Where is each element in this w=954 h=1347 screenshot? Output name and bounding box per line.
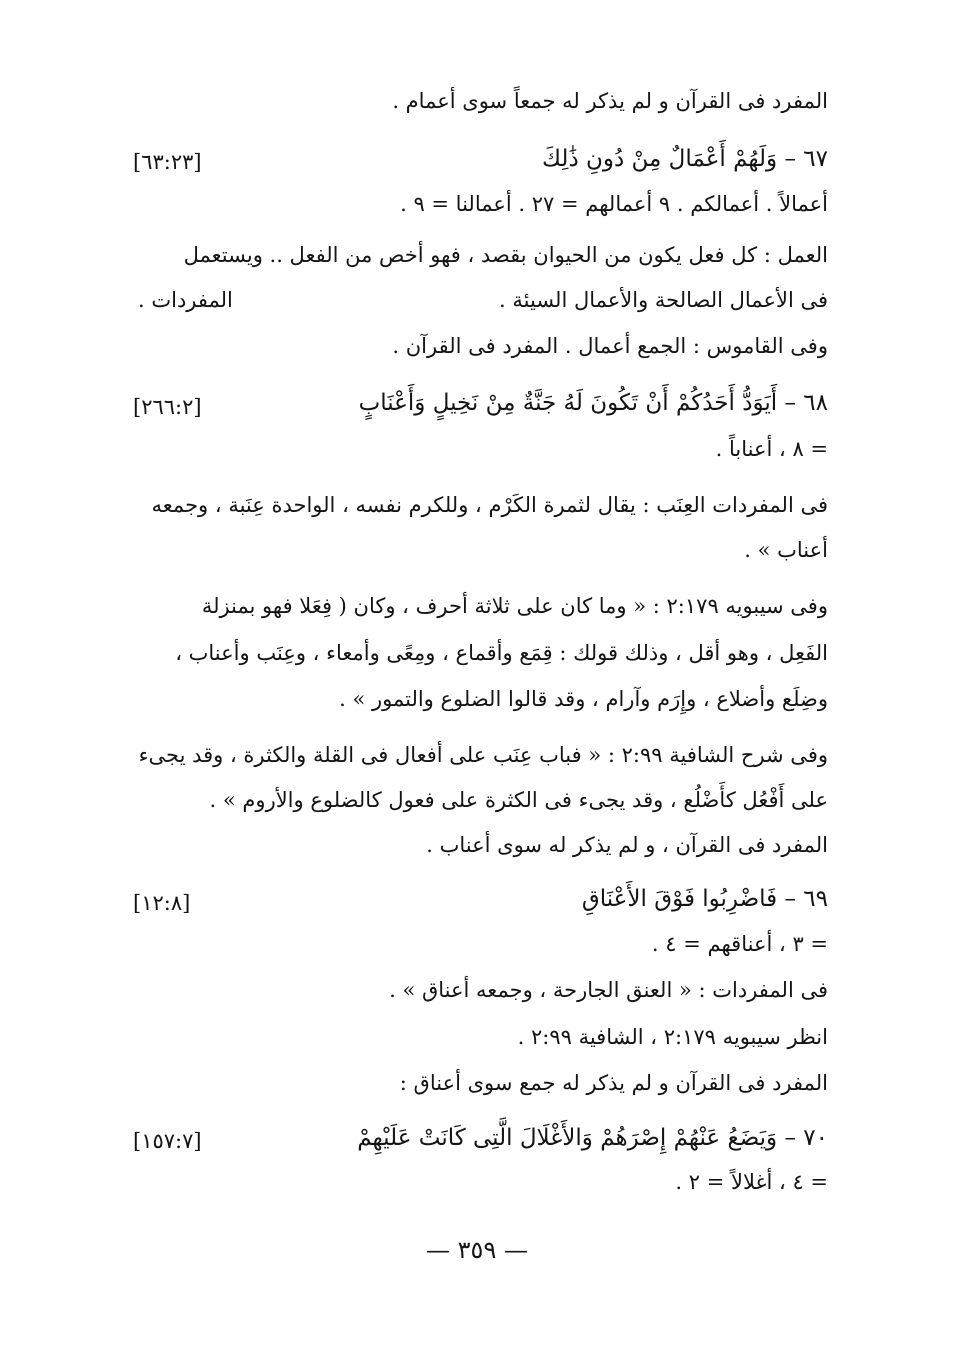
- quran-verse-67: ٦٧ – وَلَهُمْ أَعْمَالٌ مِنْ دُونِ ذَٰلِكَ: [542, 146, 828, 172]
- text-line: وفى القاموس : الجمع أعمال . المفرد فى القرآن .: [392, 334, 828, 358]
- text-line: = ٤ ، أغلالاً = ٢ .: [675, 1170, 828, 1194]
- text-line: على أَفْعُل كأَضْلُع ، وقد يجىء فى الكثرة على فعول كالضلوع والأروم » .: [209, 788, 828, 812]
- text-line: = ٨ ، أعناباً .: [715, 437, 828, 461]
- text-line: الفَعِل ، وهو أقل ، وذلك قولك : قِمَع وأقماع ، ومِعًى وأمعاء ، وعِنَب وأعناب ،: [175, 641, 828, 665]
- text-line: فى الأعمال الصالحة والأعمال السيئة .: [499, 288, 828, 312]
- text-line: أعمالاً . أعمالكم . ٩ أعمالهم = ٢٧ . أعمالنا = ٩ .: [400, 192, 828, 216]
- text-line: العمل : كل فعل يكون من الحيوان بقصد ، فهو أخص من الفعل .. ويستعمل: [183, 243, 828, 267]
- text-line: المفرد فى القرآن و لم يذكر له جمعاً سوى أعمام .: [392, 89, 828, 113]
- verse-reference: [١٥٧:٧]: [133, 1129, 202, 1153]
- verse-reference: [١٢:٨]: [133, 891, 191, 915]
- text-line: وفى سيبويه ٢:١٧٩ : « وما كان على ثلاثة أحرف ، وكان ( فِعَلا فهو بمنزلة: [201, 594, 828, 618]
- text-line: المفرد فى القرآن ، و لم يذكر له سوى أعناب .: [426, 833, 828, 857]
- text-line: وضِلَع وأضلاع ، وإِرَم وآرام ، وقد قالوا الضلوع والتمور » .: [339, 687, 828, 711]
- text-line: فى المفردات : « العنق الجارحة ، وجمعه أعناق » .: [389, 978, 828, 1002]
- text-line: فى المفردات العِنَب : يقال لثمرة الكَرْم ، وللكرم نفسه ، الواحدة عِنَبة ، وجمعه: [151, 493, 828, 517]
- source-label: المفردات .: [138, 288, 233, 312]
- quran-verse-70: ٧٠ – وَيَضَعُ عَنْهُمْ إِصْرَهُمْ وَالأَغْلَالَ الَّتِى كَانَتْ عَلَيْهِمْ: [357, 1125, 828, 1151]
- verse-reference: [٦٣:٢٣]: [133, 150, 202, 174]
- verse-reference: [٢٦٦:٢]: [133, 395, 202, 419]
- quran-verse-69: ٦٩ – فَاضْرِبُوا فَوْقَ الأَعْنَاقِ: [581, 886, 828, 912]
- text-line: المفرد فى القرآن و لم يذكر له جمع سوى أعناق :: [399, 1071, 828, 1095]
- text-line: = ٣ ، أعناقهم = ٤ .: [651, 932, 828, 956]
- page-number: — ٣٥٩ —: [426, 1236, 528, 1264]
- text-line: أعناب » .: [744, 538, 828, 562]
- text-line: وفى شرح الشافية ٢:٩٩ : « فباب عِنَب على أفعال فى القلة والكثرة ، وقد يجىء: [138, 743, 828, 767]
- quran-verse-68: ٦٨ – أَيَوَدُّ أَحَدُكُمْ أَنْ تَكُونَ لَهُ جَنَّةٌ مِنْ نَخِيلٍ وَأَعْنَابٍ: [358, 390, 828, 416]
- text-line: انظر سيبويه ٢:١٧٩ ، الشافية ٢:٩٩ .: [517, 1025, 828, 1049]
